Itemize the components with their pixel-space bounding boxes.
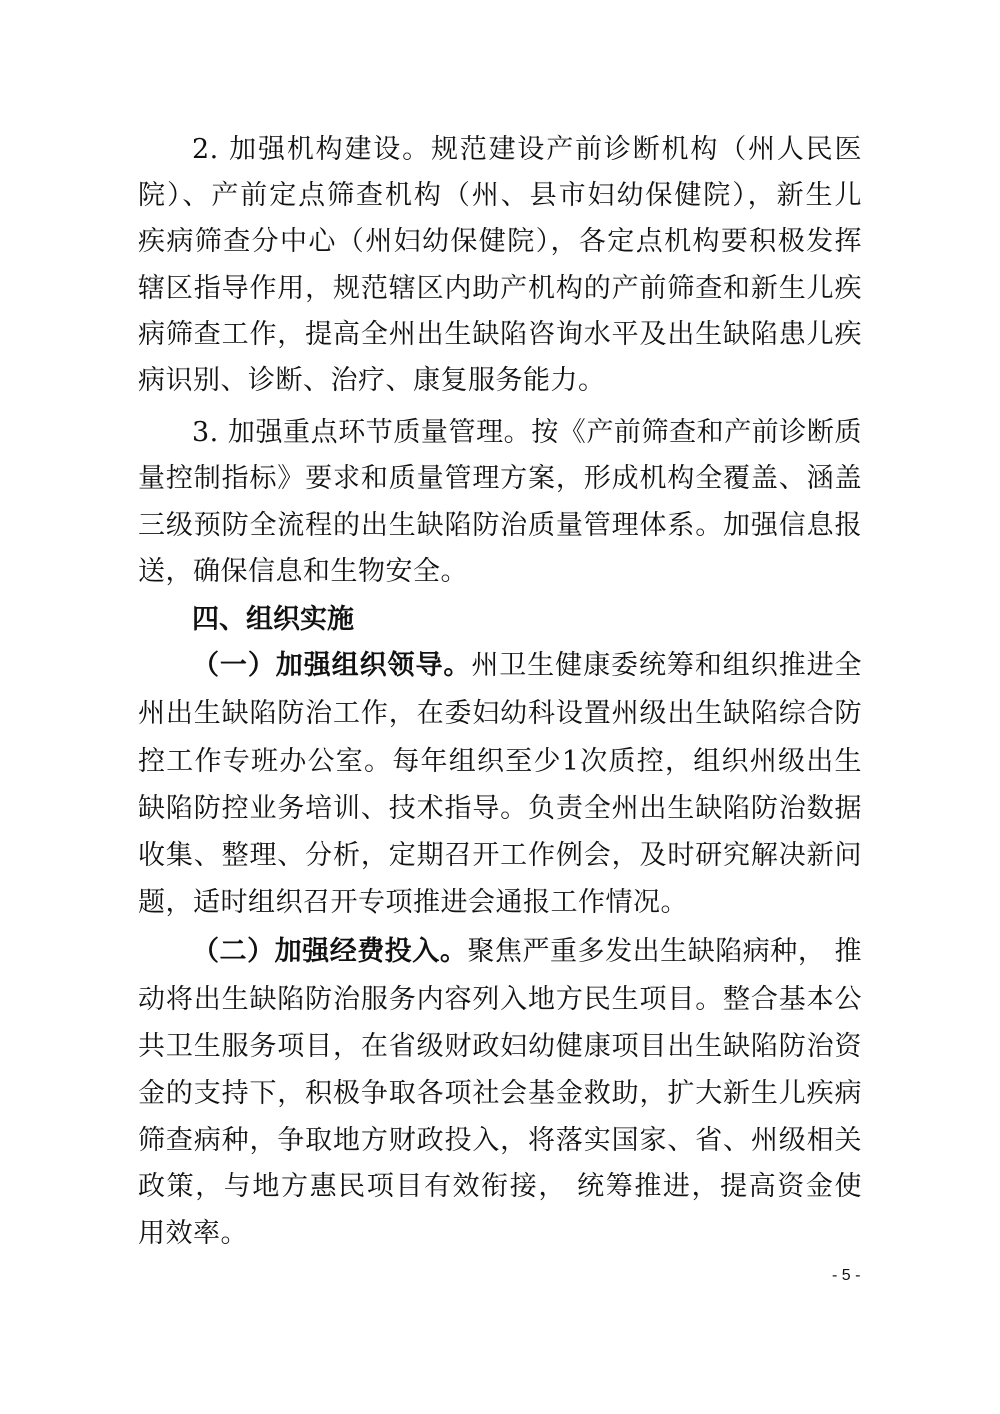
item-2-line-1 bbox=[192, 929, 862, 975]
item-2-line-4: 金的支持下，积极争取各项社会基金救助，扩大新生儿疾病 bbox=[138, 1078, 862, 1109]
item-2-line-5: 筛查病种，争取地方财政投入，将落实国家、省、州级相关 bbox=[138, 1125, 862, 1156]
section-3-line-3: 三级预防全流程的出生缺陷防治质量管理体系。加强信息报 bbox=[138, 510, 862, 541]
section-3-line-2: 量控制指标》要求和质量管理方案，形成机构全覆盖、涵盖 bbox=[138, 463, 862, 494]
item-1-line-2: 州出生缺陷防治工作，在委妇幼科设置州级出生缺陷综合防 bbox=[138, 698, 862, 729]
item-2-first-line-text: 聚焦严重多发出生缺陷病种， 推 bbox=[467, 936, 863, 967]
section-3-line-4: 送，确保信息和生物安全。 bbox=[138, 556, 468, 587]
section-2-line-3: 疾病筛查分中心（州妇幼保健院），各定点机构要积极发挥 bbox=[138, 226, 862, 257]
section-2-line-2: 院）、产前定点筛查机构（州、县市妇幼保健院），新生儿 bbox=[138, 180, 862, 211]
section-heading: 四、组织实施 bbox=[192, 604, 354, 635]
section-2-line-6: 病识别、诊断、治疗、康复服务能力。 bbox=[138, 365, 606, 396]
item-1-line-4: 缺陷防控业务培训、技术指导。负责全州出生缺陷防治数据 bbox=[138, 793, 862, 824]
item-1-line-1 bbox=[192, 643, 862, 689]
item-2-line-2: 动将出生缺陷防治服务内容列入地方民生项目。整合基本公 bbox=[138, 984, 862, 1015]
item-1-first-line-text: 州卫生健康委统筹和组织推进全 bbox=[471, 650, 863, 681]
section-3-line-1: 3. 加强重点环节质量管理。按《产前筛查和产前诊断质 bbox=[192, 417, 862, 448]
section-2-line-5: 病筛查工作，提高全州出生缺陷咨询水平及出生缺陷患儿疾 bbox=[138, 319, 862, 350]
item-1-line-3: 控工作专班办公室。每年组织至少1次质控，组织州级出生 bbox=[138, 746, 862, 777]
item-2-line-3: 共卫生服务项目，在省级财政妇幼健康项目出生缺陷防治资 bbox=[138, 1031, 862, 1062]
section-2-line-4: 辖区指导作用，规范辖区内助产机构的产前筛查和新生儿疾 bbox=[138, 273, 862, 304]
item-2-line-7: 用效率。 bbox=[138, 1218, 248, 1249]
item-2-line-6: 政策，与地方惠民项目有效衔接， 统筹推进，提高资金使 bbox=[138, 1171, 862, 1202]
item-1-line-6: 题，适时组织召开专项推进会通报工作情况。 bbox=[138, 887, 688, 918]
item-2-title: （二）加强经费投入。 bbox=[192, 936, 468, 967]
item-1-line-5: 收集、整理、分析，定期召开工作例会，及时研究解决新问 bbox=[138, 840, 862, 871]
item-1-title: （一）加强组织领导。 bbox=[192, 650, 472, 681]
section-2-line-1: 2. 加强机构建设。规范建设产前诊断机构（州人民医 bbox=[192, 134, 862, 165]
page-number: - 5 - bbox=[832, 1267, 861, 1284]
